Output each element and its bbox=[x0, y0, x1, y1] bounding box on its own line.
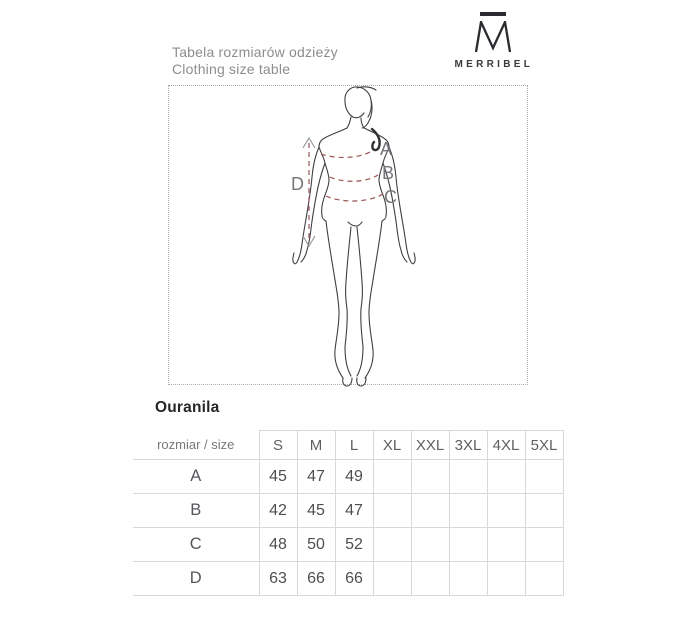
table-cell bbox=[487, 460, 525, 494]
table-cell bbox=[373, 528, 411, 562]
table-cell: 66 bbox=[297, 562, 335, 596]
col-header-4xl: 4XL bbox=[487, 431, 525, 460]
table-cell: 66 bbox=[335, 562, 373, 596]
table-cell: 42 bbox=[259, 494, 297, 528]
measure-label-b: B bbox=[382, 163, 395, 183]
table-cell: 50 bbox=[297, 528, 335, 562]
measure-label-d: D bbox=[291, 174, 304, 194]
col-header-s: S bbox=[259, 431, 297, 460]
table-cell bbox=[487, 562, 525, 596]
sketch-face bbox=[345, 101, 364, 118]
table-cell bbox=[411, 562, 449, 596]
table-cell bbox=[411, 494, 449, 528]
sketch-hair-swoosh bbox=[357, 87, 376, 90]
intro-titles bbox=[172, 44, 338, 77]
col-header-3xl: 3XL bbox=[449, 431, 487, 460]
table-row-b bbox=[133, 494, 563, 528]
brand-logo bbox=[440, 12, 546, 70]
col-header-xxl: XXL bbox=[411, 431, 449, 460]
table-cell bbox=[525, 460, 563, 494]
table-cell bbox=[525, 528, 563, 562]
row-label: C bbox=[133, 528, 259, 562]
row-label: D bbox=[133, 562, 259, 596]
table-cell: 48 bbox=[259, 528, 297, 562]
table-cell bbox=[487, 528, 525, 562]
measurement-diagram-box bbox=[168, 85, 528, 385]
table-cell bbox=[373, 562, 411, 596]
table-cell: 52 bbox=[335, 528, 373, 562]
product-name: Ouranila bbox=[155, 399, 220, 416]
body-sketch-figure bbox=[169, 86, 529, 386]
logo-bar bbox=[480, 12, 506, 16]
title-english: Clothing size table bbox=[172, 60, 291, 77]
table-cell: 47 bbox=[335, 494, 373, 528]
table-cell bbox=[449, 494, 487, 528]
table-cell: 49 bbox=[335, 460, 373, 494]
row-label: B bbox=[133, 494, 259, 528]
col-header-m: M bbox=[297, 431, 335, 460]
table-cell: 45 bbox=[259, 460, 297, 494]
table-cell bbox=[487, 494, 525, 528]
table-cell bbox=[525, 562, 563, 596]
measure-label-c: C bbox=[384, 187, 397, 207]
table-header-row bbox=[133, 431, 563, 460]
brand-name: MERRIBEL bbox=[454, 59, 534, 70]
row-label: A bbox=[133, 460, 259, 494]
table-cell bbox=[373, 460, 411, 494]
table-row-c bbox=[133, 528, 563, 562]
logo-m-icon bbox=[474, 21, 512, 53]
col-header-5xl: 5XL bbox=[525, 431, 563, 460]
title-polish: Tabela rozmiarów odzieży bbox=[172, 44, 338, 60]
table-header-label: rozmiar / size bbox=[133, 431, 259, 460]
col-header-l: L bbox=[335, 431, 373, 460]
measure-label-a: A bbox=[380, 139, 393, 159]
table-cell bbox=[411, 460, 449, 494]
table-cell bbox=[449, 562, 487, 596]
bust-measure-line bbox=[321, 151, 372, 157]
table-row-a bbox=[133, 460, 563, 494]
table-cell: 63 bbox=[259, 562, 297, 596]
col-header-xl: XL bbox=[373, 431, 411, 460]
hip-measure-line bbox=[326, 194, 383, 201]
table-cell bbox=[525, 494, 563, 528]
sketch-head bbox=[345, 87, 371, 117]
table-cell: 45 bbox=[297, 494, 335, 528]
waist-measure-line bbox=[330, 175, 378, 181]
table-cell bbox=[449, 528, 487, 562]
table-cell bbox=[449, 460, 487, 494]
table-row-d bbox=[133, 562, 563, 596]
size-table bbox=[133, 430, 564, 596]
table-cell bbox=[373, 494, 411, 528]
table-cell: 47 bbox=[297, 460, 335, 494]
table-cell bbox=[411, 528, 449, 562]
